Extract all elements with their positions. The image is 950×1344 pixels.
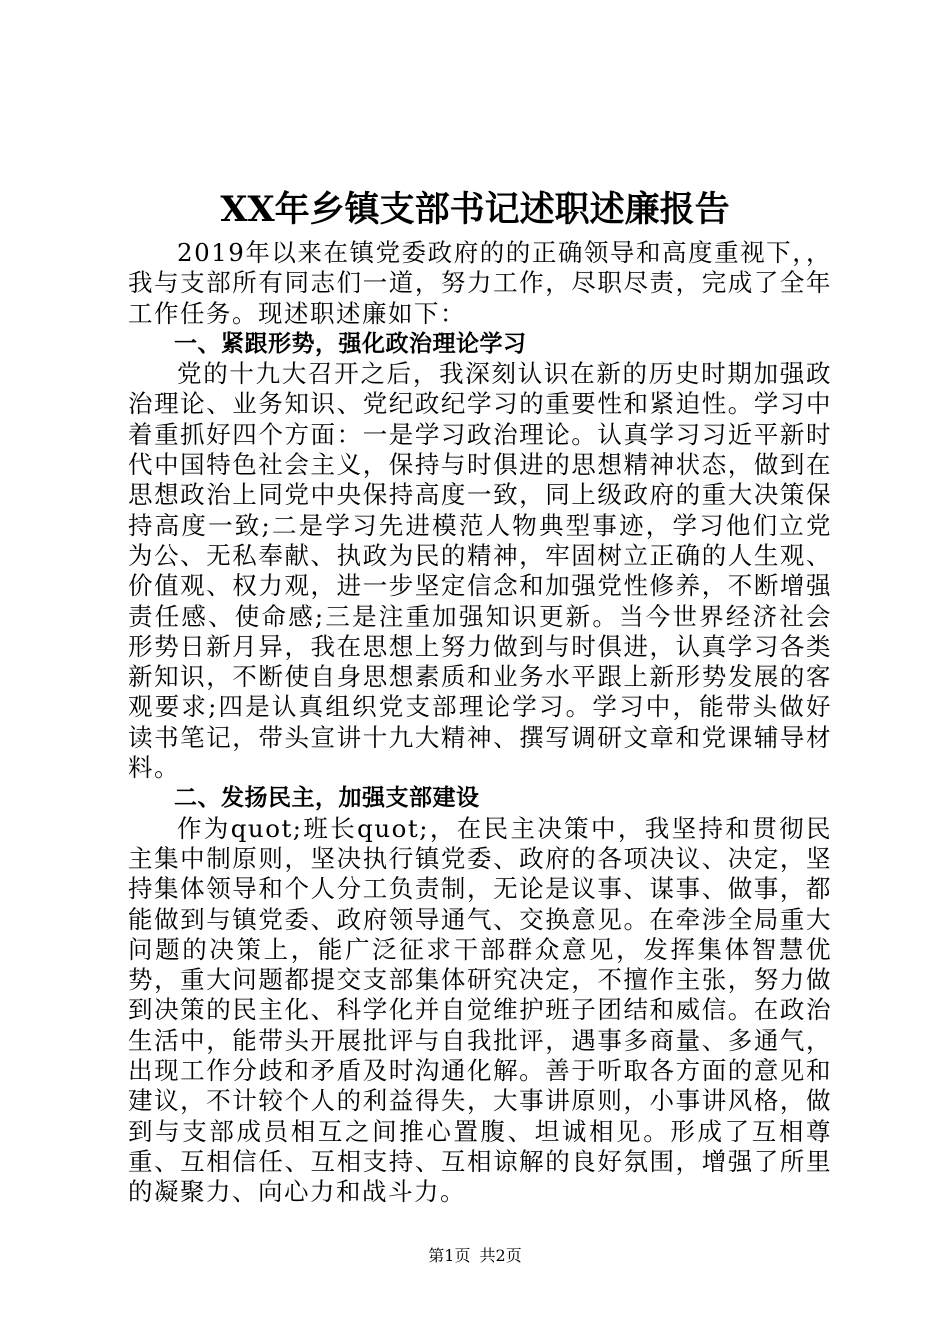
section-heading-2: 二、发扬民主，加强支部建设 — [174, 785, 480, 812]
intro-paragraph: 2019年以来在镇党委政府的的正确领导和高度重视下，，我与支部所有同志们一道，努力工作，尽职尽责，完成了全年工作任务。现述职述廉如下： — [128, 238, 832, 328]
section-body-2: 作为quot;班长quot;，在民主决策中，我坚持和贯彻民主集中制原则，坚决执行镇党委、政府的各项决议、决定，坚持集体领导和个人分工负责制，无论是议事、谋事、做事，都能做到与镇党委、政府领导通气、交换意见。在牵涉全局重大问题的决策上，能广泛征求干部群众意见，发挥集体智慧优势，重大问题都提交支部集体研究决定，不擅作主张，努力做到决策的民主化、科学化并自觉维护班子团结和威信。在政治生活中，能带头开展批评与自我批评，遇事多商量、多通气，出现工作分歧和矛盾及时沟通化解。善于听取各方面的意见和建议，不计较个人的利益得失，大事讲原则，小事讲风格，做到与支部成员相互之间推心置腹、坦诚相见。形成了互相尊重、互相信任、互相支持、互相谅解的良好氛围，增强了所里的凝聚力、向心力和战斗力。 — [128, 813, 832, 1207]
section-heading-1: 一、紧跟形势，强化政治理论学习 — [174, 330, 527, 357]
document-body — [128, 238, 832, 1208]
section-body-1: 党的十九大召开之后，我深刻认识在新的历史时期加强政治理论、业务知识、党纪政纪学习的重要性和紧迫性。学习中着重抓好四个方面：一是学习政治理论。认真学习习近平新时代中国特色社会主义，保持与时俱进的思想精神状态，做到在思想政治上同党中央保持高度一致，同上级政府的重大决策保持高度一致;二是学习先进模范人物典型事迹，学习他们立党为公、无私奉献、执政为民的精神，牢固树立正确的人生观、价值观、权力观，进一步坚定信念和加强党性修养，不断增强责任感、使命感;三是注重加强知识更新。当今世界经济社会形势日新月异，我在思想上努力做到与时俱进，认真学习各类新知识，不断使自身思想素质和业务水平跟上新形势发展的客观要求;四是认真组织党支部理论学习。学习中，能带头做好读书笔记，带头宣讲十九大精神、撰写调研文章和党课辅导材料。 — [128, 359, 832, 783]
document-title: XX年乡镇支部书记述职述廉报告 — [220, 189, 730, 230]
page-footer: 第1页 共2页 — [428, 1246, 522, 1265]
